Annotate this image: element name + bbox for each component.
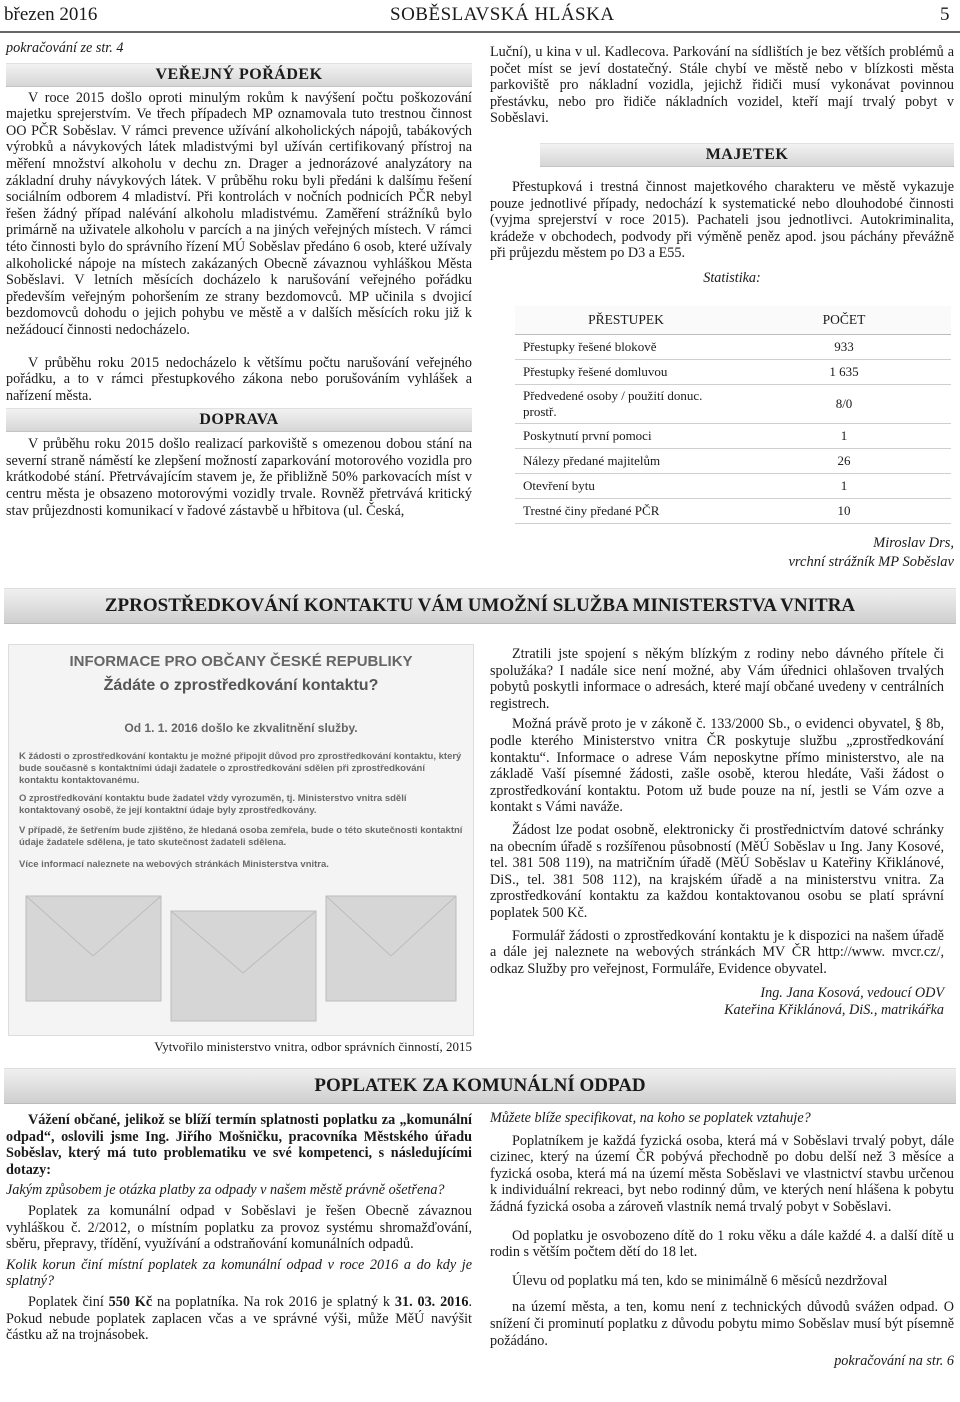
row-value: 26 bbox=[737, 449, 951, 474]
stats-table bbox=[515, 306, 951, 524]
row-label: Nálezy předané majitelům bbox=[515, 449, 737, 474]
row-label: Přestupky řešené blokově bbox=[515, 335, 737, 360]
right-column bbox=[490, 44, 954, 287]
page-header bbox=[0, 0, 960, 30]
fee-question-3: Můžete blíže specifikovat, na koho se poplatek vztahuje? bbox=[490, 1110, 811, 1126]
left-column bbox=[6, 40, 472, 519]
section-heading-traffic: DOPRAVA bbox=[6, 408, 472, 432]
table-row bbox=[515, 424, 951, 449]
table-row bbox=[515, 360, 951, 385]
newspaper-title: SOBĚSLAVSKÁ HLÁSKA bbox=[390, 4, 615, 25]
flyer-date-line: Od 1. 1. 2016 došlo ke zkvalitnění služby. bbox=[124, 721, 358, 735]
issue-date: březen 2016 bbox=[4, 4, 98, 25]
paragraph-ministry-3: Žádost lze podat osobně, elektronicky či prostřednictvím datové schránky na obecním úřadě s rozšířenou působností (MěÚ Soběslav u Ing. Jany Kosové, tel. 381 508 119), na matričním úřadě (MěÚ Soběslav u Kateřiny Křiklánové, DiS., tel. 381 508 112), na krajském úřadě a na ministerstvu vnitra. Za zprostředkování kontaktu za každou kontaktovanou osobu se platí správní poplatek 500 Kč. bbox=[490, 821, 944, 921]
ministry-flyer-image bbox=[8, 644, 474, 1036]
continued-to: pokračování na str. 6 bbox=[834, 1353, 954, 1370]
envelopes-icon bbox=[21, 881, 461, 1031]
flyer-caption: Vytvořilo ministerstvo vnitra, odbor správních činností, 2015 bbox=[154, 1039, 472, 1054]
fee-answer-2-mid: na poplatníka. Na rok 2016 je splatný k bbox=[152, 1293, 395, 1310]
section-heading-public-order: VEŘEJNÝ POŘÁDEK bbox=[6, 63, 472, 87]
table-row bbox=[515, 385, 951, 424]
fee-answer-2 bbox=[6, 1294, 472, 1344]
row-label: Trestné činy předané PČR bbox=[515, 499, 737, 524]
row-value: 1 bbox=[737, 474, 951, 499]
table-row bbox=[515, 499, 951, 524]
row-value: 1 bbox=[737, 424, 951, 449]
signature-name: Miroslav Drs, bbox=[873, 535, 954, 551]
row-value: 1 635 bbox=[737, 360, 951, 385]
fee-due-date: 31. 03. 2016 bbox=[394, 1293, 469, 1310]
flyer-text-3: V případě, že šetřením bude zjištěno, že hledaná osoba zemřela, bude o této skutečnosti kontaktní údaje žadatele sdělena, je tato skutečnost žadateli sdělena. bbox=[19, 825, 463, 848]
paragraph-ministry-2: Možná právě proto je v zákoně č. 133/2000 Sb., o evidenci obyvatel, § 8b, podle kterého Ministerstvo vnitra ČR poskytuje službu „zprostředkování kontaktu“. Informace o adrese Vám neposkytne přímo ministerstvo, ale na základě Vaší písemné žádosti, zašle osobě, kterou hledáte, Vaši žádost o zprostředkování kontaktu. Potom už bude pouze na ní, jestli se Vám ozve a kontakt s Vámi naváže. bbox=[490, 716, 944, 816]
section-heading-ministry: ZPROSTŘEDKOVÁNÍ KONTAKTU VÁM UMOŽNÍ SLUŽBA MINISTERSTVA VNITRA bbox=[4, 588, 956, 624]
paragraph-ministry-4: Formulář žádosti o zprostředkování kontaktu je k dispozici na našem úřadě a dále jej naleznete na webových stránkách MV ČR http://www. mvcr.cz/, odkaz Služby pro veřejnost, Formuláře, Evidence obyvatel. bbox=[490, 927, 944, 977]
col-offense: PŘESTUPEK bbox=[515, 306, 737, 335]
ministry-signature-2: Kateřina Křiklánová, DiS., matrikářka bbox=[724, 1001, 944, 1018]
paragraph-property: Přestupková i trestná činnost majetkového charakteru ve městě vykazuje pouze jednotlivé případy, nedochází k systematické nebo dlouhodobé činnosti (vyjma sprejerství v roce 2015). Pachateli jsou jednotlivci. Autokriminalita, krádeže v obchodech, podvody při výměně peněz apod. jsou páchány převážně při průjezdu městem po D3 a E55. bbox=[490, 178, 954, 262]
paragraph-traffic: V průběhu roku 2015 došlo realizací parkoviště s omezenou dobou stání na severní straně náměstí ke zlepšení možností zaparkování motorového vozidla pro krátkodobé stání. Přetrvávajícím stavem je, že přibližně 50% parkovacích míst v centru města je obsazeno motorovými vozidly trvale. Rovněž přetrvává kritický stav průjezdnosti komunikací v řadové zástavbě u hřbitova (ul. Česká, bbox=[6, 436, 472, 519]
continued-from: pokračování ze str. 4 bbox=[6, 40, 124, 56]
flyer-text-2: O zprostředkování kontaktu bude žadatel vždy vyrozuměn, tj. Ministerstvo vnitra sdělí kontaktovaný osobě, že její kontaktní údaje byly zprostředkovány. bbox=[19, 793, 407, 816]
fee-answer-1: Poplatek za komunální odpad v Soběslavi je řešen Obecně závaznou vyhláškou č. 2/2012, o místním poplatku za provoz systému shromažďování, sběru, přepravy, třídění, využívání a odstraňování komunálních odpadů. bbox=[6, 1202, 472, 1253]
page-number: 5 bbox=[940, 4, 950, 25]
row-label: Přestupky řešené domluvou bbox=[515, 360, 737, 385]
paragraph-public-order-1: V roce 2015 došlo oproti minulým rokům k navýšení počtu poškozování majetku sprejerstvím. Ve třech případech MP oznamovala tuto trestnou činnost OO PČR Soběslav. V rámci prevence užívání alkoholických nápojů, tabákových výrobků a návykových látek mladistvými byl užíván certifikovaný přístroj na měření množství alkoholu v dechu zn. Drager a jednorázové analyzátory na základní druhy návykových látek. V průběhu roku byli předáni k dalšímu řešení sociálním odborem 4 mladiství. Při kontrolách v nočních podnicích PČR nebyl řešen žádný případ nalévání alkoholu mladistvému. Zaměření strážníků bylo primárně na uživatele alkoholu v parcích a na jiných veřejných místech. V rámci této činnosti bylo do správního řízení MÚ Soběslav předáno 6 osob, které užívaly alkoholické nápoje na místech zakázaných Obecně závaznou vyhláškou Města Soběslavi. V letních měsících docházelo k narušování veřejného pořádku především veřejným pohoršením ze strany bezdomovců. MP učinila s dvojicí bezdomovců dohodu o jejich pohybu ve městě a v dalších měsících roku již k nežádoucí činnosti nedocházelo. bbox=[6, 89, 472, 338]
row-label: Otevření bytu bbox=[515, 474, 737, 499]
fee-answer-6: na území města, a ten, komu není z technických důvodů svážen odpad. O snížení či prominutí poplatku z důvodu pobytu mimo Soběslav musí být písemně požádáno. bbox=[490, 1299, 954, 1349]
fee-question-2: Kolik korun činí místní poplatek za komunální odpad v roce 2016 a do kdy je splatný? bbox=[6, 1256, 472, 1290]
section-heading-fee: POPLATEK ZA KOMUNÁLNÍ ODPAD bbox=[4, 1068, 956, 1104]
fee-answer-4: Od poplatku je osvobozeno dítě do 1 roku věku a dále každé 4. a další dítě u rodin s větším počtem dětí do 18 let. bbox=[490, 1227, 954, 1261]
row-value: 10 bbox=[737, 499, 951, 524]
flyer-subtitle: Žádáte o zprostředkování kontaktu? bbox=[103, 677, 379, 694]
section-heading-property: MAJETEK bbox=[540, 143, 954, 167]
flyer-text-1: K žádosti o zprostředkování kontaktu je možné připojit důvod pro zprostředkování kontaktu, který bude současně s kontaktními údaji žadatele o zprostředkování sdělen při zprostředkování kontaktu kontaktovanému. bbox=[19, 751, 462, 786]
fee-answer-3: Poplatníkem je každá fyzická osoba, která má v Soběslavi trvalý pobyt, dále cizinec, který na území ČR pobývá přechodně po dobu delší než 3 měsíce a fyzická osoba, která má na území města Soběslavi ve vlastnictví stavbu určenou k individuální rekreaci, byt nebo rodinný dům, ve kterých není hlášena k pobytu žádná fyzická osoba a zároveň vlastník nemá trvalý pobyt v Soběslavi. bbox=[490, 1132, 954, 1215]
row-label: Předvedené osoby / použití donuc. prostř. bbox=[515, 385, 737, 424]
signature-role: vrchní strážník MP Soběslav bbox=[788, 554, 954, 570]
row-label: Poskytnutí první pomoci bbox=[515, 424, 737, 449]
fee-right-column bbox=[490, 1110, 954, 1370]
table-row bbox=[515, 335, 951, 360]
stats-label: Statistika: bbox=[703, 269, 761, 286]
signature-block bbox=[600, 534, 954, 572]
table-row bbox=[515, 449, 951, 474]
fee-answer-2-pre: Poplatek činí bbox=[28, 1293, 109, 1310]
ministry-text bbox=[490, 646, 944, 1018]
fee-left-column bbox=[6, 1112, 472, 1344]
stats-table-header bbox=[515, 306, 951, 335]
paragraph-public-order-2: V průběhu roku 2015 nedocházelo k většímu počtu narušování veřejného pořádku, a to v rámci přestupkového zákona nebo porušováním vyhlášek a nařízení města. bbox=[6, 354, 472, 404]
flyer-text-4: Více informací naleznete na webových stránkách Ministerstva vnitra. bbox=[19, 859, 329, 870]
paragraph-traffic-cont: Luční), u kina v ul. Kadlecova. Parkování na sídlištích je bez větších problémů a počet míst se jeví dostatečný. Stále chybí ve městě nebo v blízkosti města parkoviště pro nákladní vozidla, jejichž řidiči musí vykonávat povinnou přestávku, nebo pro řidiče nákladních vozidel, kteří mají trvalý pobyt v Soběslavi. bbox=[490, 44, 954, 127]
header-rule bbox=[0, 31, 960, 33]
fee-amount: 550 Kč bbox=[108, 1293, 153, 1310]
paragraph-ministry-1: Ztratili jste spojení s někým blízkým z rodiny nebo dávného přítele či spolužáka? I nadále sice není možné, aby Vám úřednici ohlašoven trvalých pobytů poskytli informace o adresách, které mají občané uvedeny v centrálních registrech. bbox=[490, 646, 944, 712]
fee-intro: Vážení občané, jelikož se blíží termín splatnosti poplatku za „komunální odpad“, oslovili jsme Ing. Jiřího Mošničku, pracovníka Městského úřadu Soběslav, který má tuto problematiku ve své kompetenci, s následujícími dotazy: bbox=[6, 1112, 472, 1178]
row-value: 8/0 bbox=[737, 385, 951, 424]
flyer-title: INFORMACE PRO OBČANY ČESKÉ REPUBLIKY bbox=[69, 653, 413, 670]
row-value: 933 bbox=[737, 335, 951, 360]
fee-answer-2-post: . Pokud nebude poplatek zaplacen včas a ve správné výši, může MěÚ navýšit částku až na trojnásobek. bbox=[6, 1293, 472, 1344]
col-count: POČET bbox=[737, 306, 951, 335]
ministry-signature-1: Ing. Jana Kosová, vedoucí ODV bbox=[760, 985, 944, 1002]
fee-answer-5: Úlevu od poplatku má ten, kdo se minimálně 6 měsíců nezdržoval bbox=[512, 1272, 888, 1289]
fee-question-1: Jakým způsobem je otázka platby za odpady v našem městě právně ošetřena? bbox=[6, 1182, 445, 1199]
table-row bbox=[515, 474, 951, 499]
